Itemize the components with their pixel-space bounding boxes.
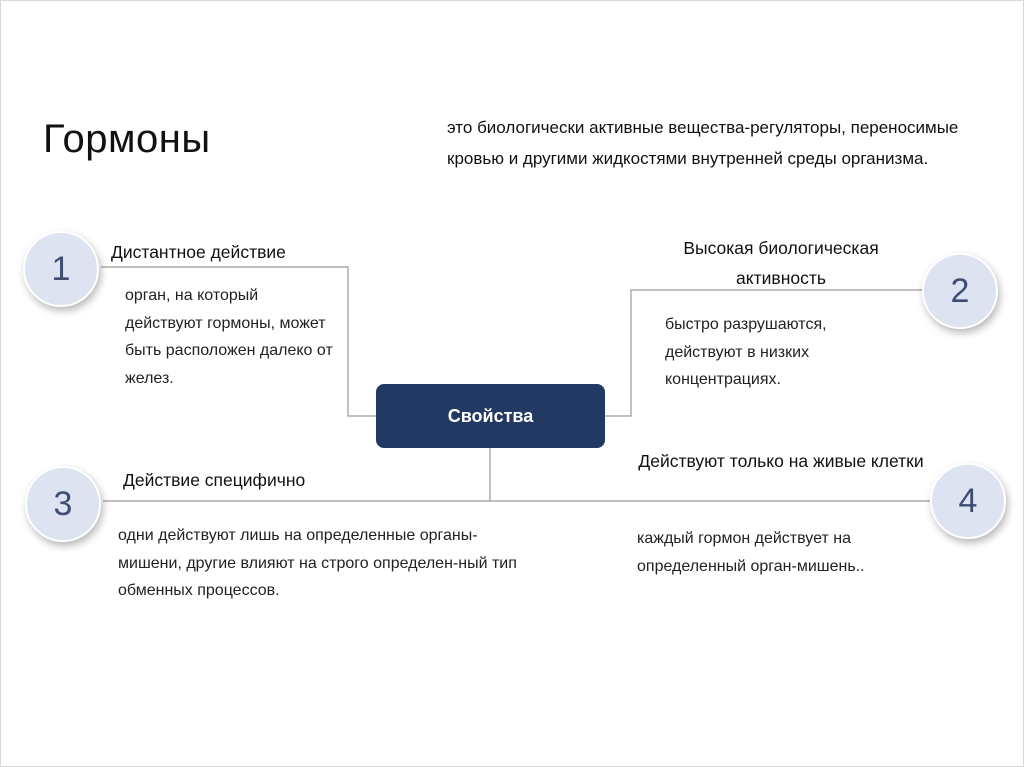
definition-text: это биологически активные вещества-регуляторы, переносимые кровью и другими жидкостями внутренней среды организма. (447, 118, 959, 168)
number-circle-1: 1 (23, 231, 99, 307)
page-title: Гормоны (43, 117, 211, 161)
number-circle-3: 3 (25, 466, 101, 542)
property-1-heading: Дистантное действие (111, 242, 286, 262)
property-3-description: одни действуют лишь на определенные органы-мишени, другие влияют на строго определен-ный тип обменных процессов. (118, 527, 517, 599)
properties-center-box (376, 384, 605, 448)
number-circle-2: 2 (922, 253, 998, 329)
property-3-heading: Действие специфично (123, 470, 306, 490)
property-4-description: каждый гормон действует на определенный орган-мишень.. (637, 530, 865, 575)
property-2-heading: Высокая биологическая активность (683, 238, 879, 288)
property-4-heading: Действуют только на живые клетки (638, 451, 924, 471)
property-1-description: орган, на который действуют гормоны, может быть расположен далеко от желез. (125, 287, 333, 387)
center-label: Свойства (447, 405, 534, 426)
number-circle-4: 4 (930, 463, 1006, 539)
property-2-description: быстро разрушаются, действуют в низких концентрациях. (665, 316, 827, 388)
